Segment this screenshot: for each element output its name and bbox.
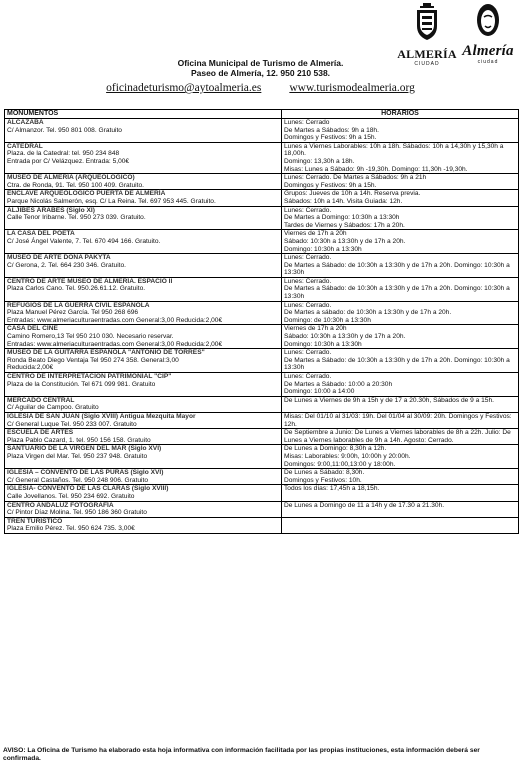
hours-line: De Martes a Sábado: 10:00 a 20:30h <box>284 380 393 388</box>
hours-line: Viernes de 17h a 20h <box>284 325 347 333</box>
monument-cell <box>5 190 282 206</box>
hours-cell <box>282 517 519 533</box>
monument-address: Plaza de la Constitución. Tel 671 099 981. Gratuito <box>7 380 156 388</box>
hours-line: Domingos y Festivos: 9h a 15h. <box>284 134 377 142</box>
monument-name: CENTRO DE ARTE MUSEO DE ALMERÍA. ESPACIO II <box>7 277 173 285</box>
office-email-link[interactable]: oficinadeturismo@aytoalmeria.es <box>106 82 262 94</box>
monument-address: Calle Tenor Iribarne. Tel. 950 273 039. Gratuito. <box>7 214 146 222</box>
monument-cell <box>5 119 282 143</box>
hours-line: Domingo: 10:30h a 13:30h <box>284 340 362 348</box>
table-row <box>5 301 519 325</box>
hours-line: Misas: Del 01/10 al 31/03: 19h. Del 01/04 al 30/09: 20h. Domingos y Festivos: 12h. <box>284 412 512 428</box>
monument-name: ESCUELA DE ARTES <box>7 429 74 437</box>
monument-name: IGLESIA- CONVENTO DE LAS CLARAS (Siglo XVIII) <box>7 485 169 493</box>
hours-line: Lunes a Viernes Laborables: 10h a 18h. Sábados: 10h a 14,30h y 15,30h a 18,00h. <box>284 142 504 158</box>
hours-line: Sábados: 10h a 14h. Visita Guiada: 12h. <box>284 197 403 205</box>
hours-line: Sábado: 10:30h a 13:30h y de 17h a 20h. <box>284 333 406 341</box>
coat-of-arms-icon <box>412 2 442 42</box>
hours-line: Lunes: Cerrado. <box>284 206 332 214</box>
hours-line: Misas: Laborables: 9:00h, 10:00h y 20:00h. <box>284 452 411 460</box>
monument-address: Plaza Carlos Cano. Tel. 950.26.61.12. Gratuito. <box>7 285 146 293</box>
hours-cell <box>282 142 519 173</box>
monument-address-extra: Entradas: www.almeriaculturaentradas.com General:3,00 Reducida:2,00€ <box>7 316 223 324</box>
hours-line: Domingo: 13,30h a 18h. <box>284 157 355 165</box>
monument-name: MUSEO DE ARTE DOÑA PAKYTA <box>7 254 111 262</box>
hours-line: Sábado: 10:30h a 13:30h y de 17h a 20h. <box>284 237 406 245</box>
table-row <box>5 485 519 501</box>
monument-address: Ronda Beato Diego Ventaja Tel 950 274 358. General:3,00 <box>7 356 179 364</box>
table-row <box>5 412 519 428</box>
hours-line: De Martes a Sábado: de 10:30h a 13:30h y de 17h a 20h. Domingo: 10:30h a 13:30h <box>284 285 510 301</box>
hours-line: Lunes: Cerrado. <box>284 254 332 262</box>
hours-line: Domingo: 10:30h a 13:30h <box>284 245 362 253</box>
monuments-table <box>4 109 519 534</box>
monument-name: IGLESIA DE SAN JUAN (Siglo XVIII) Antigua Mezquita Mayor <box>7 412 196 420</box>
table-row <box>5 501 519 517</box>
hours-cell <box>282 190 519 206</box>
monument-cell <box>5 396 282 412</box>
monument-name: IGLESIA – CONVENTO DE LAS PURAS (Siglo XVI) <box>7 469 164 477</box>
hours-line: Lunes: Cerrado. <box>284 349 332 357</box>
monument-address: Plaza. de la Catedral: tel. 950 234 848 <box>7 150 120 158</box>
hours-line: Domingos y Festivos: 9h a 15h. <box>284 181 377 189</box>
monument-name: TREN TURÍSTICO <box>7 517 63 525</box>
table-header-row <box>5 110 519 119</box>
monument-address: C/ General Luque Tel. 950 233 007. Gratuito <box>7 420 137 428</box>
hours-line: Todos los días: 17,45h a 18,15h. <box>284 485 380 493</box>
monument-address-extra: Entrada por C/ Velázquez. Entrada: 5,00€ <box>7 157 130 165</box>
monument-name: MUSEO DE LA GUITARRA ESPAÑOLA "ANTONIO DE TORRES" <box>7 349 205 357</box>
monument-address: C/ José Ángel Valente, 7. Tel. 670 494 166. Gratuito. <box>7 237 161 245</box>
table-row <box>5 517 519 533</box>
office-address: Paseo de Almería, 12. 950 210 538. <box>190 68 331 78</box>
monument-cell <box>5 517 282 533</box>
table-row <box>5 277 519 301</box>
hours-cell <box>282 396 519 412</box>
hours-line: De Martes a sábado: de 10:30h a 13:30h y de 17h a 20h. <box>284 309 452 317</box>
table-row <box>5 429 519 445</box>
face-icon <box>475 2 501 38</box>
hours-line: De Lunes a Domingo: 8,30h a 12h. <box>284 445 387 453</box>
hours-cell <box>282 277 519 301</box>
monument-name: CATEDRAL <box>7 142 43 150</box>
hours-cell <box>282 429 519 445</box>
monument-cell <box>5 174 282 190</box>
monument-name: SANTUARIO DE LA VIRGEN DEL MAR (Siglo XVI) <box>7 445 162 453</box>
hours-cell <box>282 174 519 190</box>
logo-left-sub: CIUDAD <box>414 61 440 67</box>
monument-name: ALCAZABA <box>7 119 44 126</box>
logo-left-word: ALMERÍA <box>397 47 457 61</box>
hours-cell <box>282 501 519 517</box>
monument-name: MERCADO CENTRAL <box>7 396 75 404</box>
monument-cell <box>5 254 282 278</box>
monument-address: C/ Aguilar de Campoo. Gratuito <box>7 404 99 412</box>
hours-line: Viernes de 17h a 20h <box>284 230 347 238</box>
hours-line: De Martes a Sábado: de 10:30h a 13:30h y de 17h a 20h. Domingo: 10:30h a 13:30h <box>284 356 510 372</box>
hours-line: De Martes a Domingo: 10:30h a 13:30h <box>284 214 400 222</box>
column-header-hours: HORARIOS <box>282 110 519 119</box>
hours-line: Lunes: Cerrado. De Martes a Sábados: 9h a 21h <box>284 174 427 182</box>
hours-cell <box>282 206 519 230</box>
monument-cell <box>5 373 282 397</box>
monument-address: C/ General Castaños. Tel. 950 248 906. Gratuito <box>7 476 148 484</box>
hours-line: Lunes: Cerrado. <box>284 277 332 285</box>
monument-name: ENCLAVE ARQUEOLÓGICO PUERTA DE ALMERÍA <box>7 190 166 198</box>
hours-cell <box>282 349 519 373</box>
column-header-monuments: MONUMENTOS <box>5 110 282 119</box>
table-row <box>5 254 519 278</box>
monument-address: C/ Gerona, 2. Tel. 664 230 346. Gratuito. <box>7 261 127 269</box>
hours-line: Domingos y Festivos: 10h. <box>284 476 362 484</box>
hours-line: De Martes a Sábados: 9h a 18h. <box>284 126 379 134</box>
office-website-link[interactable]: www.turismodealmeria.org <box>289 82 415 94</box>
hours-line: Tardes de Viernes y Sábados: 17h a 20h. <box>284 221 405 229</box>
hours-cell <box>282 412 519 428</box>
office-header <box>0 58 521 95</box>
monument-name: CENTRO DE INTERPRETACIÓN PATRIMONIAL "CIP" <box>7 373 172 380</box>
hours-cell <box>282 485 519 501</box>
monument-cell <box>5 349 282 373</box>
hours-line: Lunes: Cerrado <box>284 119 330 126</box>
monument-cell <box>5 469 282 485</box>
monument-name: MUSEO DE ALMERÍA (ARQUEOLÓGICO) <box>7 174 135 182</box>
monument-name: REFUGIOS DE LA GUERRA CIVIL ESPAÑOLA <box>7 301 150 309</box>
table-row <box>5 349 519 373</box>
hours-line: Domingo: de 10:30h a 13:30h <box>284 316 371 324</box>
monument-name: CASA DEL CINE <box>7 325 58 333</box>
table-row <box>5 325 519 349</box>
monument-name: ALJIBES ÁRABES (Siglo XI) <box>7 206 95 214</box>
hours-cell <box>282 445 519 469</box>
monument-cell <box>5 206 282 230</box>
monument-name: LA CASA DEL POETA <box>7 230 75 238</box>
monument-cell <box>5 325 282 349</box>
monument-address: Plaza Virgen del Mar. Tel. 950 237 948. Gratuito <box>7 452 148 460</box>
hours-line: Lunes: Cerrado. <box>284 373 332 380</box>
hours-line: De Martes a Sábado: de 10:30h a 13:30h y de 17h a 20h. Domingo: 10:30h a 13:30h <box>284 261 510 277</box>
hours-cell <box>282 301 519 325</box>
monument-cell <box>5 301 282 325</box>
notice-text: AVISO: La Oficina de Turismo ha elaborado esta hoja informativa con información facilitada por las propias instituciones, esta información deberá ser confirmada. <box>3 747 480 762</box>
table-row <box>5 230 519 254</box>
table-row <box>5 445 519 469</box>
hours-line: De Lunes a Sábado: 8,30h. <box>284 469 365 477</box>
monument-address: Parque Nicolás Salmerón, esq. C/ La Reina. Tel. 697 953 445. Gratuito. <box>7 197 216 205</box>
monument-cell <box>5 277 282 301</box>
hours-line: Misas: Lunes a Sábado: 9h -19,30h. Domingo: 11,30h -19,30h. <box>284 165 468 173</box>
table-row <box>5 174 519 190</box>
table-row <box>5 142 519 173</box>
table-row <box>5 396 519 412</box>
table-row <box>5 469 519 485</box>
hours-line: Lunes: Cerrado. <box>284 301 332 309</box>
hours-line: Domingo: 10:00 a 14:00 <box>284 388 355 396</box>
monument-address: Camino Romero,13 Tel 950 210 030. Necesario reservar. <box>7 333 174 341</box>
logo-right-word: Almería <box>462 43 514 59</box>
hours-cell <box>282 230 519 254</box>
monument-address: C/ Almanzor. Tel. 950 801 008. Gratuito <box>7 126 122 134</box>
hours-line: De Lunes a Domingo de 11 a 14h y de 17.30 a 21.30h. <box>284 501 445 509</box>
hours-cell <box>282 325 519 349</box>
monument-address-extra: Entradas: www.almeriaculturaentradas.com General:3,00 Reducida:2,00€ <box>7 340 223 348</box>
monument-address: Ctra. de Ronda, 91. Tel. 950 100 409. Gratuito. <box>7 181 144 189</box>
office-name: Oficina Municipal de Turismo de Almería. <box>177 58 344 68</box>
table-row <box>5 373 519 397</box>
monument-cell <box>5 501 282 517</box>
monument-address: Plaza Emilio Pérez. Tel. 950 624 735. 3,00€ <box>7 525 135 533</box>
hours-cell <box>282 373 519 397</box>
monument-cell <box>5 230 282 254</box>
hours-line: De Septiembre a Junio: De Lunes a Viernes laborables de 8h a 22h. Julio: De Lunes a Viernes laborables de 9h a 14h. Agosto: Cerrado. <box>284 429 511 444</box>
monument-cell <box>5 445 282 469</box>
table-row <box>5 190 519 206</box>
monument-address: Plaza Manuel Pérez García. Tel 950 268 696 <box>7 309 139 317</box>
hours-cell <box>282 469 519 485</box>
monument-address: C/ Pintor Díaz Molina. Tel. 950 186 360 Gratuito <box>7 509 147 517</box>
monument-address-extra: Reducida:2,00€ <box>7 364 54 372</box>
hours-cell <box>282 119 519 143</box>
logo-right-sub: ciudad <box>477 59 499 65</box>
table-row <box>5 119 519 143</box>
monument-cell <box>5 412 282 428</box>
monument-address: Plaza Pablo Cazard, 1. tel. 950 156 158. Gratuito <box>7 436 151 444</box>
hours-line: De Lunes a Viernes de 9h a 15h y de 17 a 20.30h, Sábados de 9 a 15h. <box>284 396 494 404</box>
monument-cell <box>5 485 282 501</box>
monument-name: CENTRO ANDALUZ FOTOGRAFÍA <box>7 501 114 509</box>
monument-cell <box>5 142 282 173</box>
monument-address: Calle Jovellanos. Tel. 950 234 692. Gratuito <box>7 492 135 500</box>
hours-cell <box>282 254 519 278</box>
hours-line: Domingos: 9:00,11:00,13:00 y 18:00h. <box>284 460 396 468</box>
monument-cell <box>5 429 282 445</box>
table-row <box>5 206 519 230</box>
office-contacts <box>0 81 521 95</box>
hours-line: Grupos: Jueves de 10h a 14h. Reserva previa. <box>284 190 421 198</box>
